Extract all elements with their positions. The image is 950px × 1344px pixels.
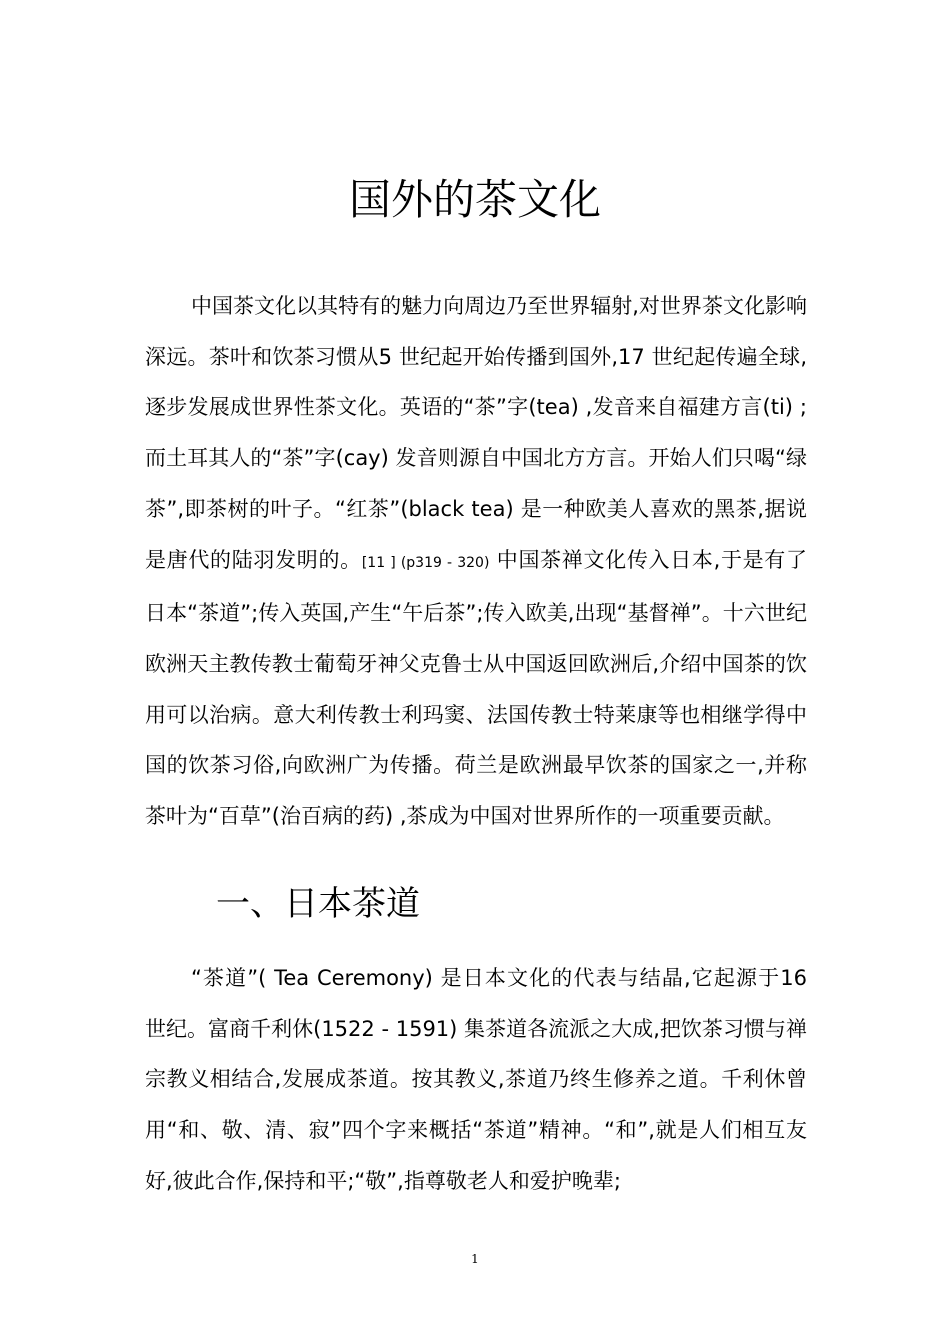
document-title: 国外的茶文化 bbox=[348, 175, 601, 224]
tea-ceremony-paragraph: “茶道”( Tea Ceremony) 是日本文化的代表与结晶,它起源于16 世纪。富商千利休(1522 - 1591) 集茶道各流派之大成,把饮茶习惯与禅宗教义相结合,发展成茶道。按其教义,茶道乃终生修养之道。千利休曾用“和、敬、清、寂”四个字来概括“茶道”精神。“和”,就是人们相互友好,彼此合作,保持和平;“敬”,指尊敬老人和爱护晚辈; bbox=[145, 966, 807, 1193]
intro-paragraph bbox=[145, 281, 807, 842]
intro-text-part2: 中国茶禅文化传入日本,于是有了日本“茶道”;传入英国,产生“午后茶”;传入欧美,出现“基督禅”。十六世纪欧洲天主教传教士葡萄牙神父克鲁士从中国返回欧洲后,介绍中国茶的饮用可以治病。意大利传教士利玛窦、法国传教士特莱康等也相继学得中国的饮茶习俗,向欧洲广为传播。荷兰是欧洲最早饮茶的国家之一,并称茶叶为“百草”(治百病的药) ,茶成为中国对世界所作的一项重要贡献。 bbox=[145, 547, 807, 829]
page-number: 1 bbox=[471, 1252, 479, 1266]
intro-text-part1: 中国茶文化以其特有的魅力向周边乃至世界辐射,对世界茶文化影响深远。茶叶和饮茶习惯从5 世纪起开始传播到国外,17 世纪起传遍全球,逐步发展成世界性茶文化。英语的“茶”字(tea) ,发音来自福建方言(ti) ;而土耳其人的“茶”字(cay) 发音则源自中国北方方言。开始人们只喝“绿茶”,即茶树的叶子。“红茶”(black tea) 是一种欧美人喜欢的黑茶,据说是唐代的陆羽发明的。 bbox=[145, 294, 807, 572]
section-heading-japan-tea-ceremony: 一、日本茶道 bbox=[216, 884, 420, 924]
citation-reference: [11 ] (p319 - 320) bbox=[361, 554, 490, 571]
